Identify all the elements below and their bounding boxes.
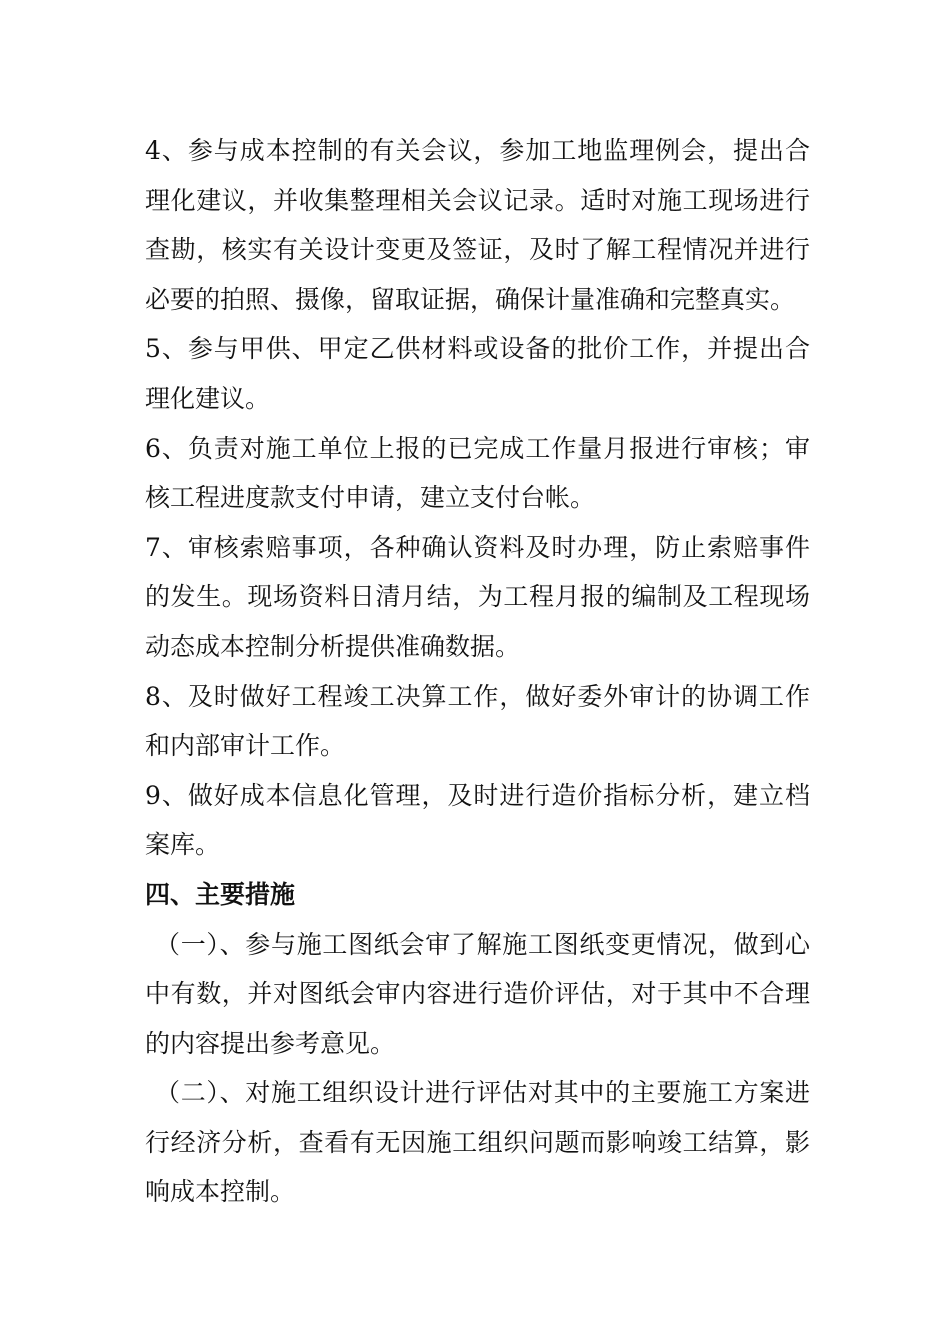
measure-item-2: （二）、对施工组织设计进行评估对其中的主要施工方案进行经济分析，查看有无因施工组织问题而影响竣工结算，影响成本控制。 xyxy=(145,1078,810,1207)
paragraph-item-6: 6、负责对施工单位上报的已完成工作量月报进行审核；审核工程进度款支付申请，建立支付台帐。 xyxy=(145,433,810,513)
document-body xyxy=(145,126,810,1217)
paragraph-item-8: 8、及时做好工程竣工决算工作，做好委外审计的协调工作和内部审计工作。 xyxy=(145,681,810,761)
paragraph-item-5: 5、参与甲供、甲定乙供材料或设备的批价工作，并提出合理化建议。 xyxy=(145,334,810,413)
paragraph-item-9: 9、做好成本信息化管理，及时进行造价指标分析，建立档案库。 xyxy=(145,780,810,860)
measure-item-1: （一）、参与施工图纸会审了解施工图纸变更情况，做到心中有数，并对图纸会审内容进行造价评估，对于其中不合理的内容提出参考意见。 xyxy=(145,929,810,1058)
section-heading: 四、主要措施 xyxy=(145,879,296,909)
paragraph-item-4: 4、参与成本控制的有关会议，参加工地监理例会，提出合理化建议，并收集整理相关会议记录。适时对施工现场进行查勘，核实有关设计变更及签证，及时了解工程情况并进行必要的拍照、摄像，留取证据，确保计量准确和完整真实。 xyxy=(145,136,810,314)
paragraph-item-7: 7、审核索赔事项，各种确认资料及时办理，防止索赔事件的发生。现场资料日清月结，为工程月报的编制及工程现场动态成本控制分析提供准确数据。 xyxy=(145,532,810,661)
